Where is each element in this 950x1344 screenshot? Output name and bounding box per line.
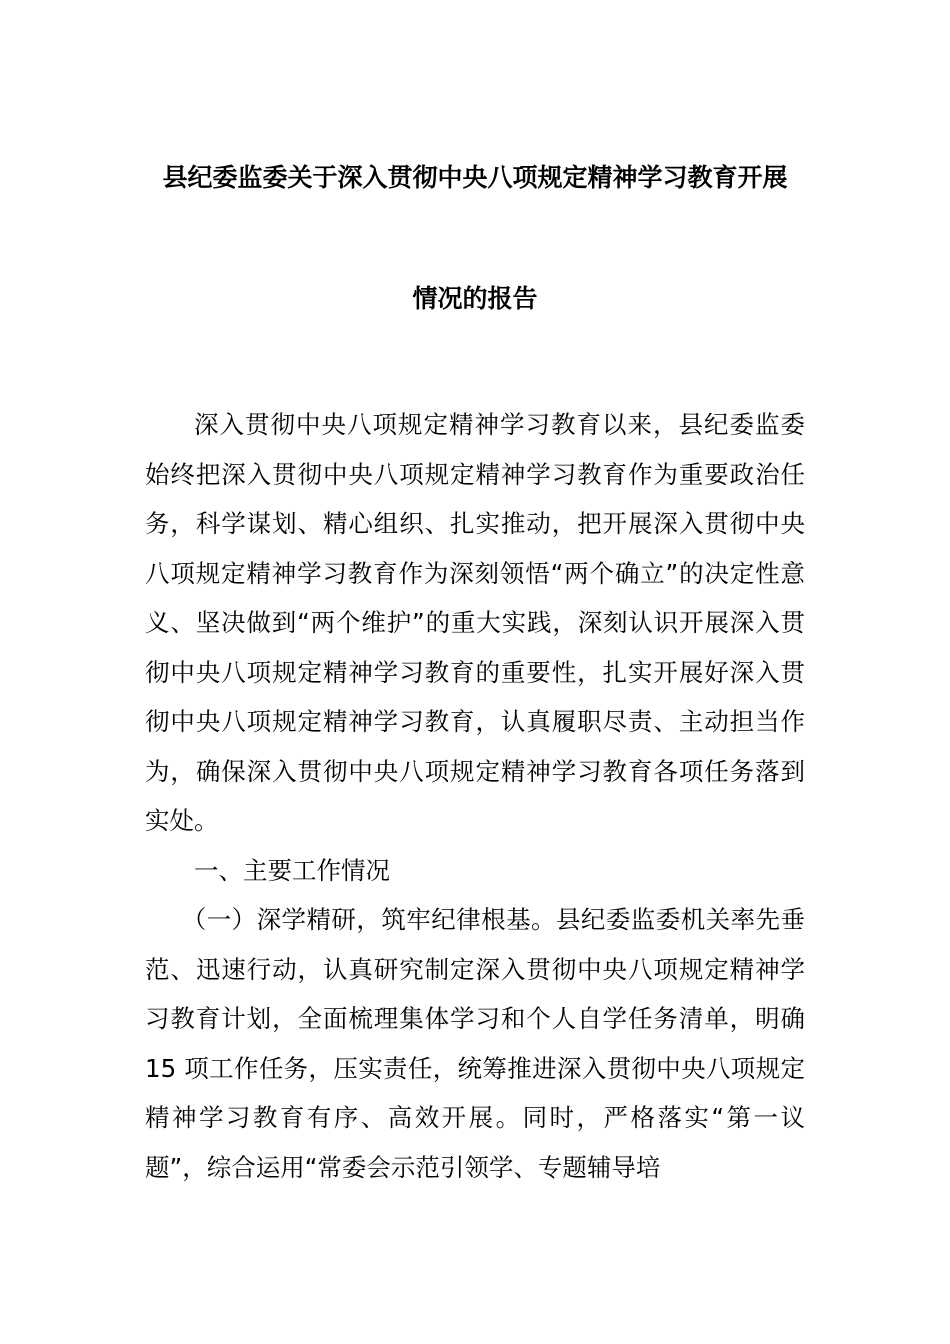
document-title-line-1: 县纪委监委关于深入贯彻中央八项规定精神学习教育开展 — [162, 163, 788, 192]
section-heading-main-work: 一、主要工作情况 — [194, 855, 390, 885]
subsection-paragraph-1: （一）深学精研，筑牢纪律根基。县纪委监委机关率先垂范、迅速行动，认真研究制定深入贯彻中央八项规定精神学习教育计划，全面梳理集体学习和个人自学任务清单，明确 15 项工作任务，压实责任，统筹推进深入贯彻中央八项规定精神学习教育有序、高效开展。同时，严格落实“第一议题”，综合运用“常委会示范引领学、专题辅导培 — [145, 905, 805, 1182]
document-title-line-2: 情况的报告 — [412, 284, 538, 313]
intro-paragraph: 深入贯彻中央八项规定精神学习教育以来，县纪委监委始终把深入贯彻中央八项规定精神学习教育作为重要政治任务，科学谋划、精心组织、扎实推动，把开展深入贯彻中央八项规定精神学习教育作为深刻领悟“两个确立”的决定性意义、坚决做到“两个维护”的重大实践，深刻认识开展深入贯彻中央八项规定精神学习教育的重要性，扎实开展好深入贯彻中央八项规定精神学习教育，认真履职尽责、主动担当作为，确保深入贯彻中央八项规定精神学习教育各项任务落到实处。 — [145, 410, 805, 835]
document-body — [145, 400, 805, 1192]
